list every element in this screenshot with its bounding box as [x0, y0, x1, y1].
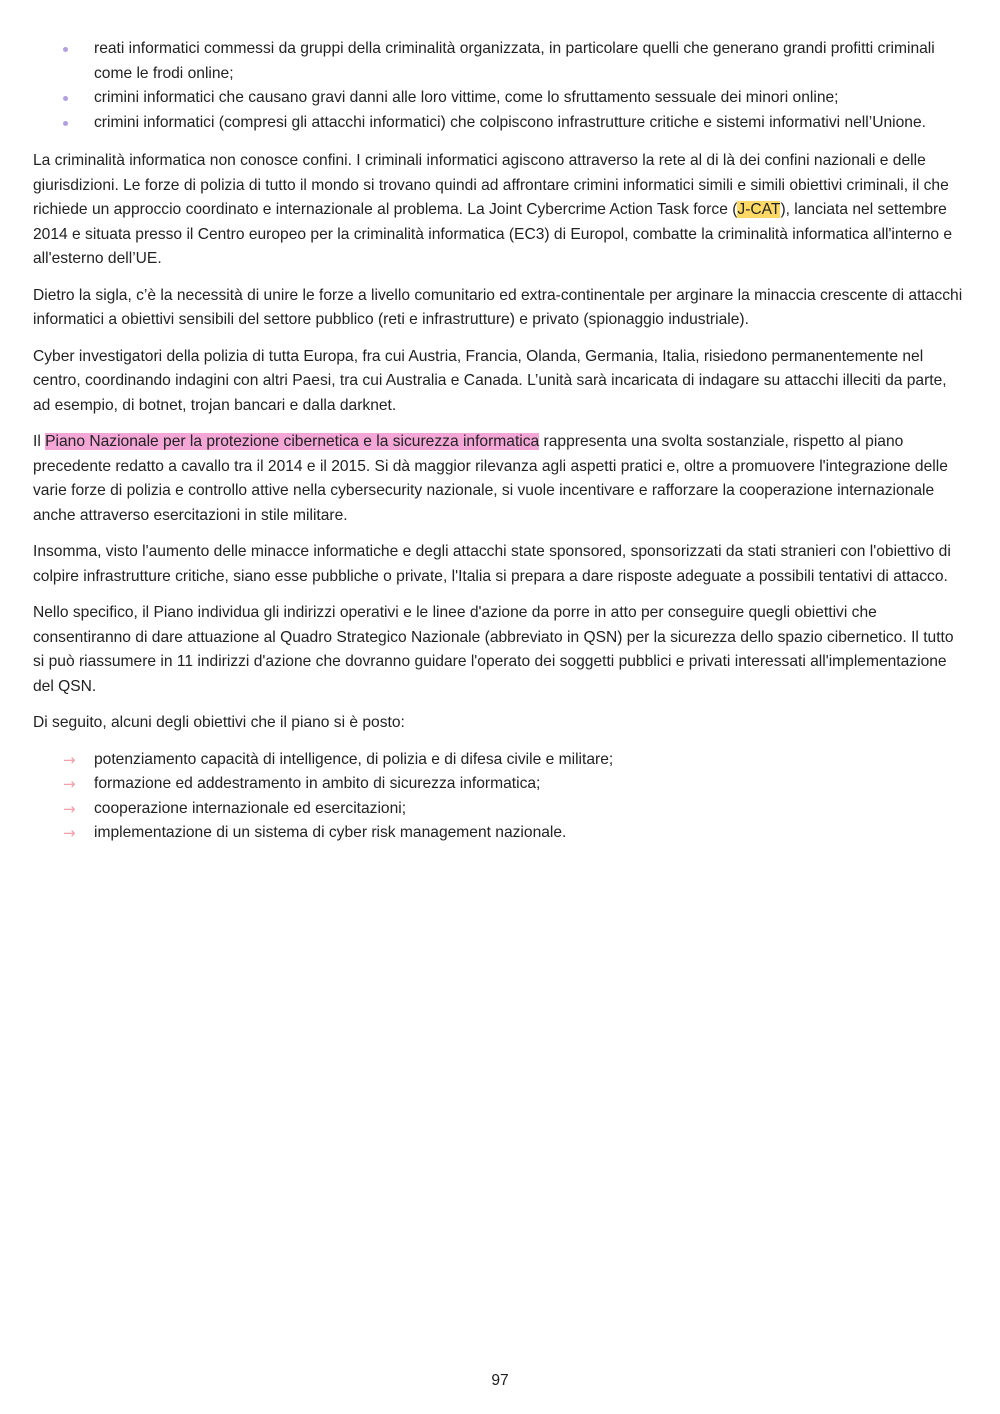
list-item-text: crimini informatici (compresi gli attacchi informatici) che colpiscono infrastrutture critiche e sistemi informativi nell’Unione. [94, 113, 926, 131]
list-item-text: implementazione di un sistema di cyber risk management nazionale. [94, 824, 567, 841]
paragraph-national-plan [33, 430, 967, 528]
arrow-right-icon: → [63, 824, 76, 842]
page-number: 97 [491, 1372, 509, 1389]
paragraph-acronym: Dietro la sigla, c’è la necessità di unire le forze a livello comunitario ed extra-continentale per arginare la minaccia crescente di attacchi informatici a obiettivi sensibili del settore pubblico (reti e infrastrutture) e privato (spionaggio industriale). [33, 286, 963, 328]
list-item [33, 86, 967, 111]
list-item [33, 821, 967, 846]
bullet-dot-icon [63, 47, 68, 52]
bullet-dot-icon [63, 121, 68, 126]
paragraph-text: La criminalità informatica non conosce confini. I criminali informatici agiscono attraverso la rete al di là dei confini nazionali e delle giurisdizioni. Le forze di polizia di tutto il mondo si trovano quindi ad affrontare crimini informatici simili e simili obiettivi criminali, il che richiede un approccio coordinato e internazionale al problema. La Joint Cybercrime Action Task force ( [33, 152, 949, 218]
paragraph-investigators: Cyber investigatori della polizia di tutta Europa, fra cui Austria, Francia, Olanda, Germania, Italia, risiedono permanentemente nel centro, coordinando indagini con altri Paesi, tra cui Australia e Canada. L’unità sarà incaricata di indagare su attacchi illeciti da parte, ad esempio, di botnet, trojan bancari e dalla darknet. [33, 347, 947, 414]
paragraph-cybercrime [33, 149, 967, 272]
paragraph-text: ), lanciata nel settembre 2014 e situata presso il Centro europeo per la criminalità informatica (EC3) di Europol, combatte la criminalità informatica all'interno e all'esterno dell’UE. [33, 201, 953, 267]
list-item [33, 797, 967, 822]
bullet-dot-icon [63, 96, 68, 101]
objectives-list [33, 748, 967, 846]
arrow-right-icon: → [63, 750, 76, 769]
highlight-national-plan: Piano Nazionale per la protezione cibernetica e la sicurezza informatica [45, 433, 540, 450]
list-item [33, 748, 967, 773]
list-item-text: crimini informatici che causano gravi danni alle loro vittime, come lo sfruttamento sessuale dei minori online; [94, 89, 839, 106]
arrow-right-icon: → [63, 775, 76, 793]
list-item [33, 772, 967, 797]
paragraph-text: rappresenta una svolta sostanziale, rispetto al piano precedente redatto a cavallo tra il 2014 e il 2015. Si dà maggior rilevanza agli aspetti pratici e, oltre a promuovere l'integrazione delle varie forze di polizia e controllo attive nella cybersecurity nazionale, si vuole incentivare e rafforzare la cooperazione internazionale anche attraverso esercitazioni in stile militare. [33, 433, 948, 524]
highlight-jcat: J-CAT [737, 201, 781, 218]
list-item [33, 37, 967, 86]
paragraph-threats: Insomma, visto l'aumento delle minacce informatiche e degli attacchi state sponsored, sponsorizzati da stati stranieri con l'obiettivo di colpire infrastrutture critiche, siano esse pubbliche o private, l'Italia si prepara a dare risposte adeguate a possibili tentativi di attacco. [33, 543, 951, 585]
list-item-text: cooperazione internazionale ed esercitazioni; [94, 799, 407, 817]
list-item-text: formazione ed addestramento in ambito di sicurezza informatica; [94, 775, 541, 792]
bullet-list [33, 37, 967, 135]
list-item [33, 111, 967, 136]
list-item-text: reati informatici commessi da gruppi della criminalità organizzata, in particolare quelli che generano grandi profitti criminali come le frodi online; [94, 40, 935, 82]
document-page [33, 37, 967, 846]
paragraph-objectives-intro: Di seguito, alcuni degli obiettivi che il piano si è posto: [33, 714, 405, 731]
list-item-text: potenziamento capacità di intelligence, di polizia e di difesa civile e militare; [94, 750, 614, 768]
paragraph-text: Il [33, 433, 46, 450]
arrow-right-icon: → [63, 799, 76, 818]
paragraph-specifics: Nello specifico, il Piano individua gli indirizzi operativi e le linee d'azione da porre in atto per conseguire quegli obiettivi che consentiranno di dare attuazione al Quadro Strategico Nazionale (abbreviato in QSN) per la sicurezza dello spazio cibernetico. Il tutto si può riassumere in 11 indirizzi d'azione che dovranno guidare l'operato dei soggetti pubblici e privati interessati all'implementazione del QSN. [33, 604, 954, 695]
